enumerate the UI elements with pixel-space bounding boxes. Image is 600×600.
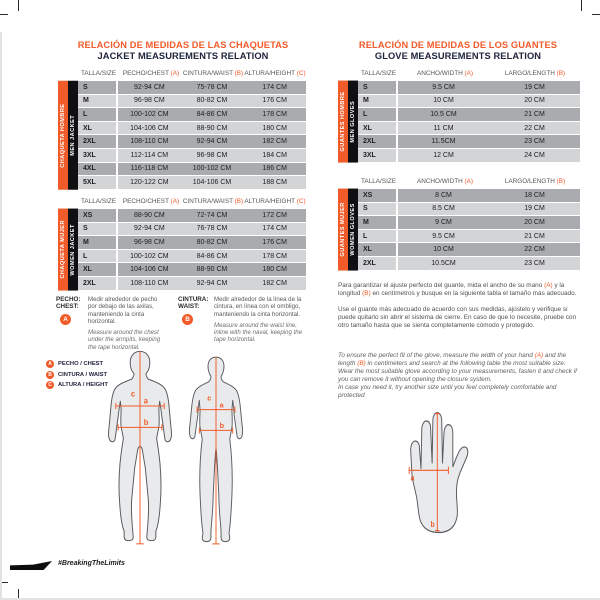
inline-mark-a: (A) xyxy=(544,282,553,289)
gloves-title-en: GLOVE MEASUREMENTS RELATION xyxy=(374,51,542,61)
header-mark-c: (C) xyxy=(296,70,306,77)
chest-desc-es: Medir alrededor de pecho por debajo de las axilas, manteniendo la cinta horizontal. xyxy=(88,296,158,325)
waist-desc-es: Medir alrededor de la línea de la cintura, en línea con el ombligo, manteniendo la cinta horizontal. xyxy=(214,296,302,318)
page-edge xyxy=(0,32,2,600)
inline-mark-b: (B) xyxy=(362,289,371,297)
table-row: 2XL 108-110 CM 92-94 CM 182 CM xyxy=(78,135,306,148)
table-row: 5XL 120-122 CM 104-106 CM 188 CM xyxy=(78,176,306,189)
gloves-title-es: RELACIÓN DE MEDIDAS DE LOS GUANTES xyxy=(358,40,558,50)
header-height: ALTURA/HEIGHT xyxy=(244,70,295,77)
table-row: M 96-98 CM 80-82 CM 176 CM xyxy=(78,95,306,108)
table-row: XL 11 CM 22 CM xyxy=(358,122,580,135)
woman-silhouette-figure xyxy=(187,354,245,547)
glove-note-es: Para garantizar el ajuste perfecto del guante, mida el ancho de su mano (A) y la longitud (B) en centímetros y busque en la siguiente tabla el tamaño más adecuado. Use el guante más adecuado de acuerdo con sus medidas, ajústelo y verifique si puede quitarlo sin abrir el sistema de cierre. En caso de que lo necesite, pruebe con otro tamaño hasta que se sienta completamente cómodo y protegido. xyxy=(338,282,577,329)
table-row: 3XL 12 CM 24 CM xyxy=(358,149,580,162)
legend-mark-c: C xyxy=(46,381,54,389)
inline-mark-b: (B) xyxy=(357,359,366,367)
chest-measure-block xyxy=(56,296,166,351)
waist-measure-block xyxy=(178,296,306,344)
table-row: XS 88-90 CM 72-74 CM 172 CM xyxy=(78,209,306,222)
table-row: XL 104-106 CM 88-90 CM 180 CM xyxy=(78,263,306,276)
table-row: M 96-98 CM 80-82 CM 176 CM xyxy=(78,236,306,249)
hand-figure xyxy=(404,410,478,538)
trim-mark xyxy=(0,14,8,15)
legend-height: C ALTURA / HEIGHT xyxy=(46,381,108,389)
table-row: XL 10 CM 22 CM xyxy=(358,243,580,256)
measure-legend xyxy=(46,360,108,392)
table-row: 3XL 112-114 CM 96-98 CM 184 CM xyxy=(78,149,306,162)
table-row: M 10 CM 20 CM xyxy=(358,95,580,108)
chest-label-es: PECHO: xyxy=(56,296,81,303)
table-row: S 92-94 CM 75-78 CM 174 CM xyxy=(78,81,306,94)
label-b: b xyxy=(219,420,225,431)
jackets-title-es: RELACIÓN DE MEDIDAS DE LAS CHAQUETAS xyxy=(77,40,289,50)
table-row: L 100-102 CM 84-86 CM 178 CM xyxy=(78,250,306,263)
waist-label-en: WAIST: xyxy=(178,303,200,311)
table-row: L 9.5 CM 21 CM xyxy=(358,230,580,243)
table-row: 2XL 11.5CM 23 CM xyxy=(358,135,580,148)
label-a: a xyxy=(219,400,224,410)
men-gloves-table xyxy=(338,68,580,163)
table-header: TALLA/SIZE ANCHO/WIDTH (A) LARGO/LENGTH (B) xyxy=(361,178,566,185)
band-men-jacket: MEN JACKET xyxy=(68,81,78,190)
label-c: c xyxy=(130,389,136,399)
table-row: S 92-94 CM 76-78 CM 174 CM xyxy=(78,223,306,236)
header-talla: TALLA/SIZE xyxy=(81,70,117,77)
legend-waist: B CINTURA / WAIST xyxy=(46,371,108,379)
band-guantes-hombre: GUANTES HOMBRE xyxy=(338,81,348,163)
table-row: 4XL 116-118 CM 100-102 CM 186 CM xyxy=(78,163,306,176)
legend-mark-a: A xyxy=(46,360,54,368)
chest-label-en: CHEST: xyxy=(56,303,79,311)
table-row: XS 8 CM 18 CM xyxy=(358,189,580,202)
band-chaqueta-hombre: CHAQUETA HOMBRE xyxy=(58,81,68,190)
men-jacket-table xyxy=(58,68,306,190)
hand-shape xyxy=(411,413,468,533)
jackets-title-en: JACKET MEASUREMENTS RELATION xyxy=(97,51,269,61)
table-row: L 10.5 CM 21 CM xyxy=(358,108,580,121)
band-men-gloves: MEN GLOVES xyxy=(348,81,358,163)
legend-mark-b: B xyxy=(46,371,54,379)
table-row: 2XL 108-110 CM 92-94 CM 182 CM xyxy=(78,277,306,290)
band-chaqueta-mujer: CHAQUETA MUJER xyxy=(58,209,68,291)
women-gloves-table xyxy=(338,176,580,271)
waist-label-es: CINTURA: xyxy=(178,296,209,303)
table-row: M 9 CM 20 CM xyxy=(358,216,580,229)
man-silhouette-figure xyxy=(106,349,174,547)
header-mark-a: (A) xyxy=(170,70,180,77)
band-women-gloves: WOMEN GLOVES xyxy=(348,189,358,271)
brand-swoosh-logo xyxy=(10,561,52,570)
label-a: a xyxy=(410,472,415,483)
table-row: 2XL 10.5CM 23 CM xyxy=(358,257,580,270)
header-chest: PECHO/CHEST xyxy=(122,70,169,77)
table-row: S 8.5 CM 19 CM xyxy=(358,203,580,216)
trim-mark xyxy=(592,14,600,15)
trim-mark xyxy=(18,0,19,11)
band-women-jacket: WOMEN JACKET xyxy=(68,209,78,291)
table-row: S 9.5 CM 19 CM xyxy=(358,81,580,94)
header-waist: CINTURA/WAIST xyxy=(182,70,233,77)
chest-desc-en: Measure around the chest under the armpits, keeping the tape horizontal. xyxy=(88,329,161,351)
women-jacket-table xyxy=(58,196,306,291)
trim-mark xyxy=(581,0,582,11)
waist-desc-en: Measure around the waist line, inline with the naval, keeping the tape horizontal. xyxy=(214,321,303,344)
label-a: a xyxy=(143,396,148,406)
mark-a-circle: A xyxy=(60,314,71,325)
label-b: b xyxy=(430,519,435,530)
table-header: TALLA/SIZE PECHO/CHEST (A) CINTURA/WAIST (B) ALTURA/HEIGHT (C) xyxy=(81,198,306,205)
inline-mark-a: (A) xyxy=(534,352,544,359)
table-row: XL 104-106 CM 88-90 CM 180 CM xyxy=(78,122,306,135)
table-row: L 100-102 CM 84-86 CM 178 CM xyxy=(78,108,306,121)
label-b: b xyxy=(143,417,149,428)
label-c: c xyxy=(207,393,212,403)
table-header: TALLA/SIZE ANCHO/WIDTH (A) LARGO/LENGTH (B) xyxy=(361,70,566,77)
mark-b-circle: B xyxy=(182,314,193,325)
header-mark-b: (B) xyxy=(234,70,244,77)
band-guantes-mujer: GUANTES MUJER xyxy=(338,189,348,271)
table-header xyxy=(78,68,306,79)
footer-hashtag: #BreakingTheLimits xyxy=(58,560,125,567)
legend-chest: A PECHO / CHEST xyxy=(46,360,108,368)
glove-note-en: To ensure the perfect fit of the glove, measure the width of your hand (A) and the length (B) in centimeters and search at the following table the most suitable size. Wear the most suitable glove according to your measurements, fasten it and check if you can remove it without opening the closure system. In case you need it, try another size until you feel completely comfortable and protected xyxy=(338,352,577,399)
